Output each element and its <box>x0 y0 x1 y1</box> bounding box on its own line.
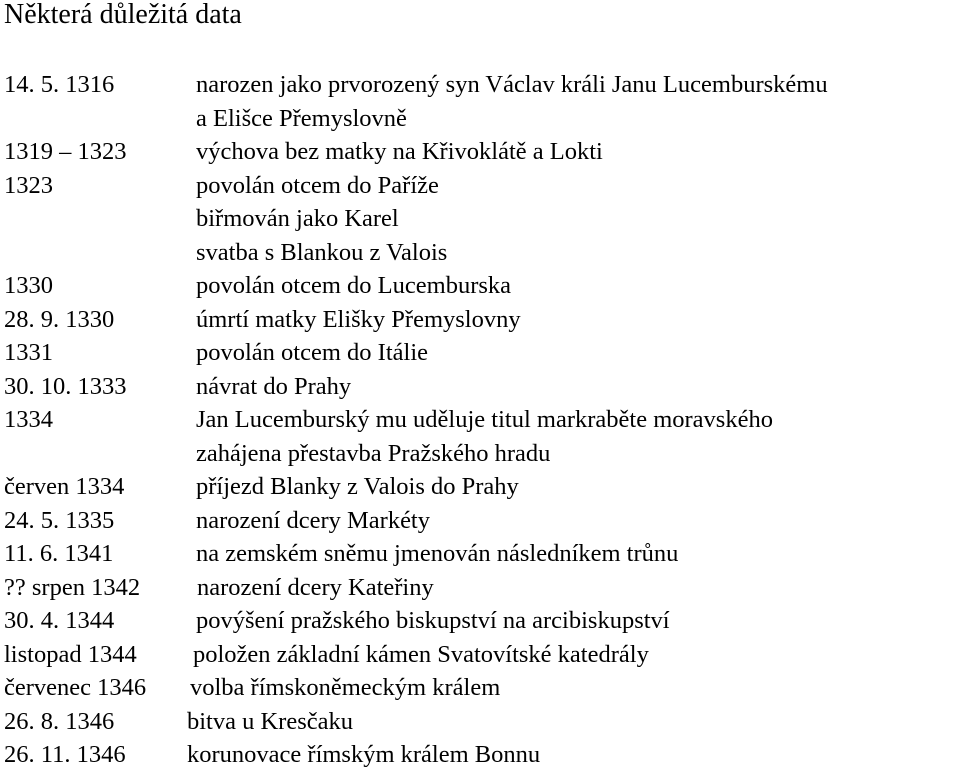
timeline-date: 26. 11. 1346 <box>4 741 126 768</box>
timeline-row <box>0 137 960 171</box>
timeline-row <box>0 673 960 707</box>
timeline-event: bitva u Kresčaku <box>187 707 353 735</box>
timeline-row <box>0 238 960 272</box>
timeline-row <box>0 506 960 540</box>
timeline-date: 30. 10. 1333 <box>4 372 127 400</box>
timeline-event: a Elišce Přemyslovně <box>196 104 407 132</box>
timeline-event: narození dcery Markéty <box>196 506 430 534</box>
timeline-date: 1334 <box>4 406 53 433</box>
page-title: Některá důležitá data <box>4 0 242 30</box>
timeline-event: svatba s Blankou z Valois <box>196 238 448 266</box>
timeline-date: 24. 5. 1335 <box>4 506 115 534</box>
timeline-row <box>0 740 960 774</box>
timeline-event: Jan Lucemburský mu uděluje titul markraběte moravského <box>196 406 773 433</box>
timeline-row <box>0 439 960 473</box>
timeline-event: biřmován jako Karel <box>196 205 399 232</box>
timeline-event: na zemském sněmu jmenován následníkem trůnu <box>196 540 679 567</box>
timeline-date: 30. 4. 1344 <box>4 607 115 634</box>
timeline-date: 28. 9. 1330 <box>4 305 115 333</box>
timeline-event: příjezd Blanky z Valois do Prahy <box>196 473 519 500</box>
timeline-row <box>0 171 960 205</box>
timeline-event: návrat do Prahy <box>196 372 352 400</box>
timeline-event: položen základní kámen Svatovítské katedrály <box>193 640 649 668</box>
timeline-row <box>0 640 960 674</box>
timeline-row <box>0 305 960 339</box>
timeline-row <box>0 70 960 104</box>
timeline-event: povolán otcem do Itálie <box>196 339 428 366</box>
timeline-date: 11. 6. 1341 <box>4 540 114 567</box>
timeline-row <box>0 606 960 640</box>
timeline-row <box>0 539 960 573</box>
timeline-event: zahájena přestavba Pražského hradu <box>196 439 551 467</box>
timeline-event: výchova bez matky na Křivoklátě a Lokti <box>196 138 603 165</box>
timeline-event: narození dcery Kateřiny <box>197 573 434 601</box>
timeline-list <box>0 70 960 774</box>
timeline-date: ?? srpen 1342 <box>4 573 141 601</box>
timeline-row <box>0 104 960 138</box>
timeline-date: 26. 8. 1346 <box>4 707 115 735</box>
timeline-date: červen 1334 <box>4 473 125 500</box>
timeline-event: úmrtí matky Elišky Přemyslovny <box>196 305 521 333</box>
timeline-event: povýšení pražského biskupství na arcibiskupství <box>196 607 670 634</box>
timeline-event: narozen jako prvorozený syn Václav králi Janu Lucemburskému <box>196 71 828 98</box>
timeline-event: povolán otcem do Paříže <box>196 171 439 199</box>
timeline-row <box>0 271 960 305</box>
timeline-date: 1323 <box>4 171 53 199</box>
timeline-row <box>0 405 960 439</box>
timeline-row <box>0 707 960 741</box>
timeline-row <box>0 338 960 372</box>
timeline-row <box>0 573 960 607</box>
timeline-date: listopad 1344 <box>4 640 137 668</box>
timeline-date: červenec 1346 <box>4 674 147 701</box>
timeline-event: korunovace římským králem Bonnu <box>187 741 541 768</box>
timeline-date: 1331 <box>4 339 53 366</box>
timeline-date: 14. 5. 1316 <box>4 71 115 98</box>
timeline-event: volba římskoněmeckým králem <box>190 674 501 701</box>
timeline-date: 1319 – 1323 <box>4 138 127 165</box>
timeline-row <box>0 372 960 406</box>
timeline-date: 1330 <box>4 272 53 299</box>
timeline-row <box>0 204 960 238</box>
timeline-event: povolán otcem do Lucemburska <box>196 272 512 299</box>
timeline-row <box>0 472 960 506</box>
